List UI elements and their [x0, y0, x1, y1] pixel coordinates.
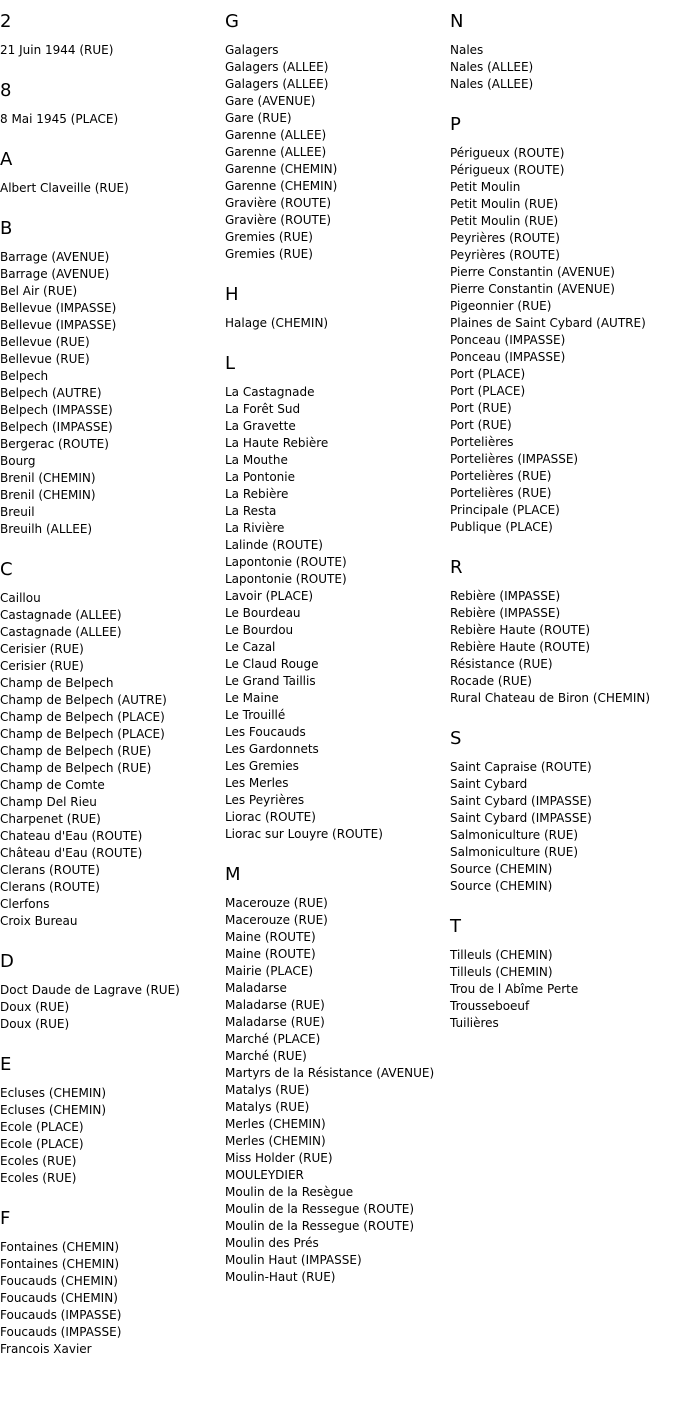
street-list [0, 42, 222, 81]
street-entry: Garenne (CHEMIN) [225, 179, 338, 193]
street-entry: Merles (CHEMIN) [225, 1117, 326, 1131]
street-entry: Foucauds (IMPASSE) [0, 1308, 122, 1322]
street-entry: Belpech (AUTRE) [0, 386, 102, 400]
street-entry: Lalinde (ROUTE) [225, 538, 323, 552]
street-list [0, 1239, 222, 1380]
street-entry: Ecluses (CHEMIN) [0, 1086, 107, 1100]
street-list [450, 588, 675, 729]
street-list [225, 384, 447, 865]
street-entry: Galagers (ALLEE) [225, 60, 329, 74]
index-column [0, 12, 222, 1380]
index-section [225, 12, 447, 285]
street-entry: Miss Holder (RUE) [225, 1151, 333, 1165]
street-entry: Pigeonnier (RUE) [450, 299, 552, 313]
street-entry: Le Bourdeau [225, 606, 301, 620]
street-entry: Saint Capraise (ROUTE) [450, 760, 592, 774]
street-entry: Portelières (RUE) [450, 486, 552, 500]
street-entry: Breuilh (ALLEE) [0, 522, 93, 536]
index-section [450, 729, 675, 917]
street-entry: Champ de Belpech [0, 676, 114, 690]
street-list [0, 249, 222, 560]
street-entry: Bourg [0, 454, 36, 468]
street-entry: Port (RUE) [450, 418, 512, 432]
street-entry: Brenil (CHEMIN) [0, 471, 96, 485]
street-entry: La Rebière [225, 487, 289, 501]
street-entry: Maine (ROUTE) [225, 947, 316, 961]
street-entry: Doct Daude de Lagrave (RUE) [0, 983, 180, 997]
street-entry: Les Foucauds [225, 725, 306, 739]
street-entry: Pierre Constantin (AVENUE) [450, 282, 615, 296]
street-entry: Liorac sur Louyre (ROUTE) [225, 827, 383, 841]
street-entry: Marché (PLACE) [225, 1032, 321, 1046]
street-entry: Doux (RUE) [0, 1017, 70, 1031]
street-entry: Principale (PLACE) [450, 503, 560, 517]
street-list [450, 947, 675, 1054]
street-entry: Gare (RUE) [225, 111, 292, 125]
street-entry: Macerouze (RUE) [225, 896, 328, 910]
section-letter: H [225, 284, 239, 305]
street-entry: Le Grand Taillis [225, 674, 316, 688]
street-list [225, 895, 447, 1308]
street-entry: Publique (PLACE) [450, 520, 553, 534]
street-entry: Rocade (RUE) [450, 674, 532, 688]
street-entry: La Rivière [225, 521, 285, 535]
index-section [450, 12, 675, 115]
street-entry: Le Cazal [225, 640, 276, 654]
street-entry: Maine (ROUTE) [225, 930, 316, 944]
street-entry: Maladarse [225, 981, 287, 995]
street-entry: Liorac (ROUTE) [225, 810, 316, 824]
street-entry: Bellevue (IMPASSE) [0, 301, 117, 315]
street-entry: Garenne (ALLEE) [225, 145, 327, 159]
index-section [225, 285, 447, 354]
street-entry: Tilleuls (CHEMIN) [450, 965, 553, 979]
street-entry: La Resta [225, 504, 277, 518]
street-entry: Cerisier (RUE) [0, 642, 84, 656]
street-entry: Portelières (IMPASSE) [450, 452, 579, 466]
street-entry: Nales (ALLEE) [450, 77, 534, 91]
street-entry: Saint Cybard [450, 777, 528, 791]
street-entry: Maladarse (RUE) [225, 998, 325, 1012]
index-section [225, 865, 447, 1308]
street-entry: Port (RUE) [450, 401, 512, 415]
index-section [0, 560, 222, 952]
street-entry: Chateau d'Eau (ROUTE) [0, 829, 143, 843]
index-column [450, 12, 675, 1054]
street-entry: Tilleuls (CHEMIN) [450, 948, 553, 962]
street-entry: La Forêt Sud [225, 402, 301, 416]
street-entry: Château d'Eau (ROUTE) [0, 846, 143, 860]
street-list [450, 42, 675, 115]
street-entry: Garenne (ALLEE) [225, 128, 327, 142]
street-entry: Port (PLACE) [450, 367, 526, 381]
street-list [225, 315, 447, 354]
street-entry: Castagnade (ALLEE) [0, 608, 122, 622]
street-entry: Foucauds (CHEMIN) [0, 1274, 118, 1288]
street-entry: Lapontonie (ROUTE) [225, 555, 347, 569]
index-section [0, 1209, 222, 1380]
street-entry: Champ de Comte [0, 778, 105, 792]
street-entry: Les Gremies [225, 759, 299, 773]
street-entry: Ecluses (CHEMIN) [0, 1103, 107, 1117]
street-entry: Salmoniculture (RUE) [450, 828, 579, 842]
street-entry: Rebière Haute (ROUTE) [450, 640, 591, 654]
street-entry: Croix Bureau [0, 914, 78, 928]
street-entry: Trousseboeuf [450, 999, 530, 1013]
section-letter: C [0, 559, 13, 580]
street-list [0, 111, 222, 150]
street-entry: Nales (ALLEE) [450, 60, 534, 74]
index-section [0, 12, 222, 81]
street-list [450, 759, 675, 917]
section-letter: N [450, 11, 464, 32]
index-section [0, 81, 222, 150]
street-entry: Galagers [225, 43, 279, 57]
street-entry: Rebière (IMPASSE) [450, 589, 561, 603]
index-section [0, 1055, 222, 1209]
street-entry: Belpech (IMPASSE) [0, 420, 113, 434]
street-entry: Fontaines (CHEMIN) [0, 1240, 120, 1254]
street-entry: Garenne (CHEMIN) [225, 162, 338, 176]
section-letter: A [0, 149, 13, 170]
street-entry: Source (CHEMIN) [450, 862, 553, 876]
section-letter: D [0, 951, 14, 972]
street-entry: La Castagnade [225, 385, 315, 399]
index-section [225, 354, 447, 865]
section-letter: R [450, 557, 463, 578]
street-entry: Marché (RUE) [225, 1049, 307, 1063]
street-entry: 21 Juin 1944 (RUE) [0, 43, 114, 57]
street-list [0, 180, 222, 219]
index-section [450, 115, 675, 558]
street-entry: Matalys (RUE) [225, 1100, 310, 1114]
street-entry: Plaines de Saint Cybard (AUTRE) [450, 316, 646, 330]
street-entry: La Gravette [225, 419, 296, 433]
street-entry: Périgueux (ROUTE) [450, 163, 565, 177]
street-entry: Ecole (PLACE) [0, 1137, 84, 1151]
street-entry: Rebière Haute (ROUTE) [450, 623, 591, 637]
street-entry: Bergerac (ROUTE) [0, 437, 109, 451]
street-entry: Castagnade (ALLEE) [0, 625, 122, 639]
street-entry: Le Maine [225, 691, 279, 705]
street-entry: Port (PLACE) [450, 384, 526, 398]
street-entry: Maladarse (RUE) [225, 1015, 325, 1029]
street-entry: La Mouthe [225, 453, 288, 467]
section-letter: G [225, 11, 239, 32]
street-entry: Peyrières (ROUTE) [450, 231, 560, 245]
index-section [0, 952, 222, 1055]
street-entry: Champ de Belpech (AUTRE) [0, 693, 167, 707]
street-list [225, 42, 447, 285]
street-entry: Petit Moulin (RUE) [450, 214, 559, 228]
street-entry: Breuil [0, 505, 35, 519]
street-entry: Lapontonie (ROUTE) [225, 572, 347, 586]
street-entry: Ecoles (RUE) [0, 1171, 77, 1185]
street-entry: Cerisier (RUE) [0, 659, 84, 673]
street-entry: Le Bourdou [225, 623, 294, 637]
street-entry: Matalys (RUE) [225, 1083, 310, 1097]
street-entry: Rebière (IMPASSE) [450, 606, 561, 620]
street-entry: Gravière (ROUTE) [225, 213, 332, 227]
section-letter: F [0, 1208, 11, 1229]
street-entry: Martyrs de la Résistance (AVENUE) [225, 1066, 435, 1080]
street-entry: Doux (RUE) [0, 1000, 70, 1014]
index-section [0, 219, 222, 560]
street-entry: Ponceau (IMPASSE) [450, 333, 566, 347]
street-entry: Mairie (PLACE) [225, 964, 314, 978]
section-letter: S [450, 728, 462, 749]
index-section [450, 917, 675, 1054]
street-list [0, 590, 222, 952]
street-entry: Bellevue (RUE) [0, 335, 90, 349]
index-section [450, 558, 675, 729]
street-entry: Portelières (RUE) [450, 469, 552, 483]
street-entry: Pierre Constantin (AVENUE) [450, 265, 615, 279]
street-entry: Les Peyrières [225, 793, 305, 807]
street-entry: Gare (AVENUE) [225, 94, 316, 108]
street-entry: Gremies (RUE) [225, 230, 313, 244]
street-entry: Champ de Belpech (RUE) [0, 761, 152, 775]
street-entry: Foucauds (IMPASSE) [0, 1325, 122, 1339]
street-entry: Gravière (ROUTE) [225, 196, 332, 210]
street-entry: Rural Chateau de Biron (CHEMIN) [450, 691, 651, 705]
street-entry: Albert Claveille (RUE) [0, 181, 129, 195]
section-letter: E [0, 1054, 12, 1075]
street-entry: Les Merles [225, 776, 289, 790]
street-entry: Clerans (ROUTE) [0, 880, 100, 894]
street-entry: Clerans (ROUTE) [0, 863, 100, 877]
street-entry: Gremies (RUE) [225, 247, 313, 261]
street-entry: Résistance (RUE) [450, 657, 553, 671]
street-entry: Francois Xavier [0, 1342, 92, 1356]
street-entry: Saint Cybard (IMPASSE) [450, 794, 592, 808]
street-entry: Ecole (PLACE) [0, 1120, 84, 1134]
street-entry: Lavoir (PLACE) [225, 589, 314, 603]
street-entry: Fontaines (CHEMIN) [0, 1257, 120, 1271]
section-letter: B [0, 218, 13, 239]
street-entry: Portelières [450, 435, 514, 449]
street-entry: Bellevue (IMPASSE) [0, 318, 117, 332]
street-entry: Champ Del Rieu [0, 795, 97, 809]
street-entry: Tuilières [450, 1016, 499, 1030]
section-letter: 2 [0, 11, 12, 32]
street-list [0, 1085, 222, 1209]
street-entry: Peyrières (ROUTE) [450, 248, 560, 262]
street-entry: Petit Moulin [450, 180, 521, 194]
street-entry: Le Trouillé [225, 708, 286, 722]
street-entry: Belpech (IMPASSE) [0, 403, 113, 417]
section-letter: T [450, 916, 461, 937]
street-entry: Ecoles (RUE) [0, 1154, 77, 1168]
section-letter: L [225, 353, 236, 374]
street-entry: Moulin de la Resègue [225, 1185, 354, 1199]
section-letter: 8 [0, 80, 12, 101]
street-entry: La Pontonie [225, 470, 295, 484]
street-entry: Belpech [0, 369, 49, 383]
street-entry: Nales [450, 43, 484, 57]
street-entry: Galagers (ALLEE) [225, 77, 329, 91]
street-entry: Champ de Belpech (PLACE) [0, 710, 165, 724]
street-entry: Périgueux (ROUTE) [450, 146, 565, 160]
index-column [225, 12, 447, 1308]
street-entry: Barrage (AVENUE) [0, 267, 110, 281]
street-entry: Clerfons [0, 897, 50, 911]
street-entry: Barrage (AVENUE) [0, 250, 110, 264]
street-entry: Ponceau (IMPASSE) [450, 350, 566, 364]
street-entry: Salmoniculture (RUE) [450, 845, 579, 859]
street-entry: Brenil (CHEMIN) [0, 488, 96, 502]
street-entry: La Haute Rebière [225, 436, 329, 450]
street-entry: Bellevue (RUE) [0, 352, 90, 366]
street-list [0, 982, 222, 1055]
section-letter: P [450, 114, 461, 135]
street-entry: Petit Moulin (RUE) [450, 197, 559, 211]
street-entry: Le Claud Rouge [225, 657, 319, 671]
street-entry: Halage (CHEMIN) [225, 316, 329, 330]
street-entry: Champ de Belpech (RUE) [0, 744, 152, 758]
street-entry: Moulin de la Ressegue (ROUTE) [225, 1219, 415, 1233]
street-entry: Les Gardonnets [225, 742, 319, 756]
street-entry: Moulin Haut (IMPASSE) [225, 1253, 362, 1267]
street-entry: Moulin de la Ressegue (ROUTE) [225, 1202, 415, 1216]
street-entry: MOULEYDIER [225, 1168, 304, 1182]
street-entry: 8 Mai 1945 (PLACE) [0, 112, 119, 126]
street-entry: Charpenet (RUE) [0, 812, 101, 826]
street-entry: Merles (CHEMIN) [225, 1134, 326, 1148]
section-letter: M [225, 864, 241, 885]
street-entry: Moulin-Haut (RUE) [225, 1270, 336, 1284]
street-entry: Moulin des Prés [225, 1236, 319, 1250]
street-entry: Source (CHEMIN) [450, 879, 553, 893]
street-entry: Bel Air (RUE) [0, 284, 78, 298]
street-list [450, 145, 675, 558]
street-entry: Trou de l Abîme Perte [450, 982, 579, 996]
street-entry: Macerouze (RUE) [225, 913, 328, 927]
street-entry: Saint Cybard (IMPASSE) [450, 811, 592, 825]
street-entry: Champ de Belpech (PLACE) [0, 727, 165, 741]
street-entry: Foucauds (CHEMIN) [0, 1291, 118, 1305]
street-entry: Caillou [0, 591, 41, 605]
index-section [0, 150, 222, 219]
